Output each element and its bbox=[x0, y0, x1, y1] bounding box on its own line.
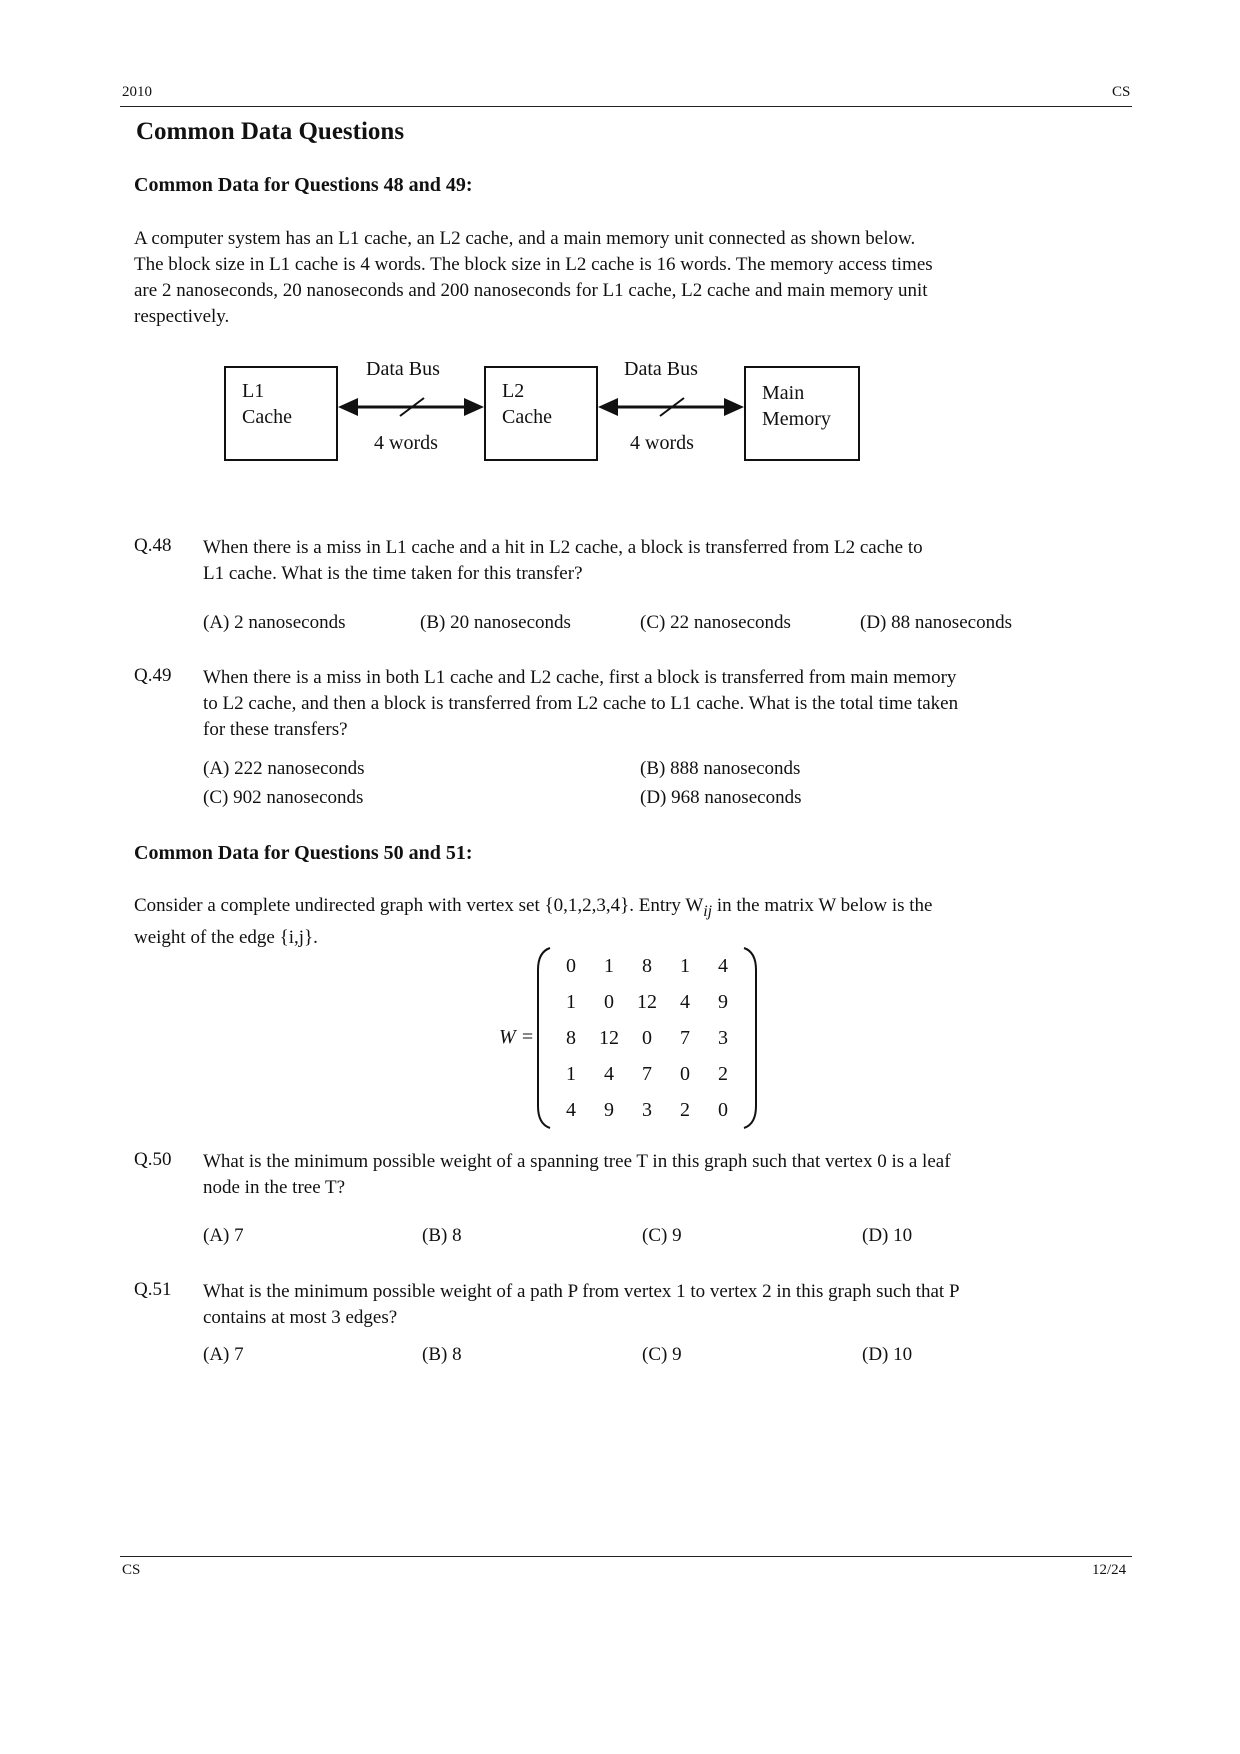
bus1-arrow bbox=[338, 392, 484, 422]
matrix-cell: 3 bbox=[718, 1026, 728, 1049]
common-data-paragraph-50-51 bbox=[134, 893, 1118, 951]
footer-page-number: 12/24 bbox=[1092, 1562, 1127, 1578]
l1-label: L1 bbox=[242, 380, 265, 402]
question-line: for these transfers? bbox=[203, 719, 348, 740]
header-rule bbox=[120, 106, 1132, 107]
paragraph-line-start: Consider a complete undirected graph with vertex set {0,1,2,3,4}. Entry W bbox=[134, 895, 704, 916]
q48-option-b: (B) 20 nanoseconds bbox=[420, 612, 571, 633]
question-48-text bbox=[203, 535, 1118, 587]
l2-cache-box bbox=[484, 366, 598, 461]
q50-option-c: (C) 9 bbox=[642, 1225, 682, 1246]
matrix-cell: 8 bbox=[566, 1026, 576, 1049]
matrix-left-bracket bbox=[536, 946, 552, 1130]
q49-option-b: (B) 888 nanoseconds bbox=[640, 758, 801, 779]
question-49-text bbox=[203, 665, 1118, 743]
bus2-bottom-label: 4 words bbox=[630, 432, 694, 454]
question-number: Q.48 bbox=[134, 535, 172, 556]
memory-sublabel: Memory bbox=[762, 408, 831, 430]
matrix-cell: 1 bbox=[604, 954, 614, 977]
matrix-row bbox=[552, 1092, 742, 1128]
bus2-arrow bbox=[598, 392, 744, 422]
paragraph-line: weight of the edge {i,j}. bbox=[134, 926, 318, 948]
paragraph-line bbox=[134, 893, 1118, 925]
matrix-row bbox=[552, 1056, 742, 1092]
q51-option-a: (A) 7 bbox=[203, 1344, 244, 1365]
q49-option-c: (C) 902 nanoseconds bbox=[203, 787, 364, 808]
wij-subscript: ij bbox=[703, 902, 713, 920]
common-data-heading-50-51: Common Data for Questions 50 and 51: bbox=[134, 842, 473, 864]
q48-option-c: (C) 22 nanoseconds bbox=[640, 612, 791, 633]
matrix-cell: 0 bbox=[566, 954, 576, 977]
bus1-top-label: Data Bus bbox=[366, 358, 440, 380]
paragraph-line: are 2 nanoseconds, 20 nanoseconds and 200 nanoseconds for L1 cache, L2 cache and main memory unit bbox=[134, 280, 928, 301]
question-number: Q.51 bbox=[134, 1279, 172, 1300]
l1-cache-box bbox=[224, 366, 338, 461]
paragraph-line-part bbox=[134, 893, 932, 925]
matrix-cell: 1 bbox=[566, 1062, 576, 1085]
matrix-cell: 9 bbox=[604, 1098, 614, 1121]
q49-option-a: (A) 222 nanoseconds bbox=[203, 758, 365, 779]
matrix-label: W = bbox=[499, 1026, 535, 1048]
matrix-cell: 4 bbox=[566, 1098, 576, 1121]
matrix-cell: 0 bbox=[680, 1062, 690, 1085]
q51-option-c: (C) 9 bbox=[642, 1344, 682, 1365]
matrix-cell: 1 bbox=[566, 990, 576, 1013]
header-paper: CS bbox=[1112, 84, 1131, 100]
footer-paper: CS bbox=[122, 1562, 141, 1578]
question-number: Q.49 bbox=[134, 665, 172, 686]
matrix-cell: 3 bbox=[642, 1098, 652, 1121]
question-line: to L2 cache, and then a block is transferred from L2 cache to L1 cache. What is the total time taken bbox=[203, 693, 959, 714]
matrix-cell: 4 bbox=[718, 954, 728, 977]
question-line: When there is a miss in L1 cache and a hit in L2 cache, a block is transferred from L2 cache to bbox=[203, 537, 923, 558]
q48-option-a: (A) 2 nanoseconds bbox=[203, 612, 346, 633]
q50-option-a: (A) 7 bbox=[203, 1225, 244, 1246]
matrix-cell: 12 bbox=[599, 1026, 619, 1049]
question-line: When there is a miss in both L1 cache and L2 cache, first a block is transferred from main memory bbox=[203, 667, 957, 688]
matrix-cell: 9 bbox=[718, 990, 728, 1013]
l1-sublabel: Cache bbox=[242, 406, 292, 428]
matrix-cell: 0 bbox=[718, 1098, 728, 1121]
paragraph-line: respectively. bbox=[134, 306, 230, 327]
question-50-text bbox=[203, 1149, 1118, 1201]
common-data-heading-48-49: Common Data for Questions 48 and 49: bbox=[134, 174, 473, 196]
question-line: What is the minimum possible weight of a path P from vertex 1 to vertex 2 in this graph such that P bbox=[203, 1281, 960, 1302]
memory-label: Main bbox=[762, 382, 805, 404]
common-data-paragraph-48-49 bbox=[134, 226, 1118, 330]
question-line: L1 cache. What is the time taken for this transfer? bbox=[203, 563, 583, 584]
matrix-cell: 0 bbox=[604, 990, 614, 1013]
main-memory-box bbox=[744, 366, 860, 461]
matrix-cell: 1 bbox=[680, 954, 690, 977]
bus2-top-label: Data Bus bbox=[624, 358, 698, 380]
q50-option-d: (D) 10 bbox=[862, 1225, 913, 1246]
matrix-cell: 7 bbox=[642, 1062, 652, 1085]
matrix-cell: 12 bbox=[637, 990, 657, 1013]
matrix-cell: 4 bbox=[680, 990, 690, 1013]
q51-option-b: (B) 8 bbox=[422, 1344, 462, 1365]
question-51-text bbox=[203, 1279, 1118, 1331]
header-year: 2010 bbox=[122, 84, 152, 100]
section-title: Common Data Questions bbox=[136, 118, 405, 145]
q50-option-b: (B) 8 bbox=[422, 1225, 462, 1246]
question-line: contains at most 3 edges? bbox=[203, 1307, 398, 1328]
q49-option-d: (D) 968 nanoseconds bbox=[640, 787, 802, 808]
question-line: node in the tree T? bbox=[203, 1177, 346, 1198]
matrix-row bbox=[552, 1020, 742, 1056]
matrix-cell: 7 bbox=[680, 1026, 690, 1049]
matrix-cell: 8 bbox=[642, 954, 652, 977]
bus1-bottom-label: 4 words bbox=[374, 432, 438, 454]
paragraph-line: The block size in L1 cache is 4 words. The block size in L2 cache is 16 words. The memory access times bbox=[134, 254, 933, 275]
paragraph-line-end: in the matrix W below is the bbox=[712, 895, 933, 916]
q51-option-d: (D) 10 bbox=[862, 1344, 913, 1365]
matrix-cell: 2 bbox=[680, 1098, 690, 1121]
paragraph-line: A computer system has an L1 cache, an L2 cache, and a main memory unit connected as shown below. bbox=[134, 228, 916, 249]
matrix-cell: 2 bbox=[718, 1062, 728, 1085]
question-line: What is the minimum possible weight of a spanning tree T in this graph such that vertex 0 is a leaf bbox=[203, 1151, 951, 1172]
l2-sublabel: Cache bbox=[502, 406, 552, 428]
matrix-row bbox=[552, 984, 742, 1020]
l2-label: L2 bbox=[502, 380, 525, 402]
matrix-right-bracket bbox=[742, 946, 758, 1130]
matrix-cell: 4 bbox=[604, 1062, 614, 1085]
matrix-row bbox=[552, 948, 742, 984]
matrix-cell: 0 bbox=[642, 1026, 652, 1049]
q48-option-d: (D) 88 nanoseconds bbox=[860, 612, 1012, 633]
question-number: Q.50 bbox=[134, 1149, 172, 1170]
footer-rule bbox=[120, 1556, 1132, 1557]
weight-matrix bbox=[552, 948, 742, 1128]
